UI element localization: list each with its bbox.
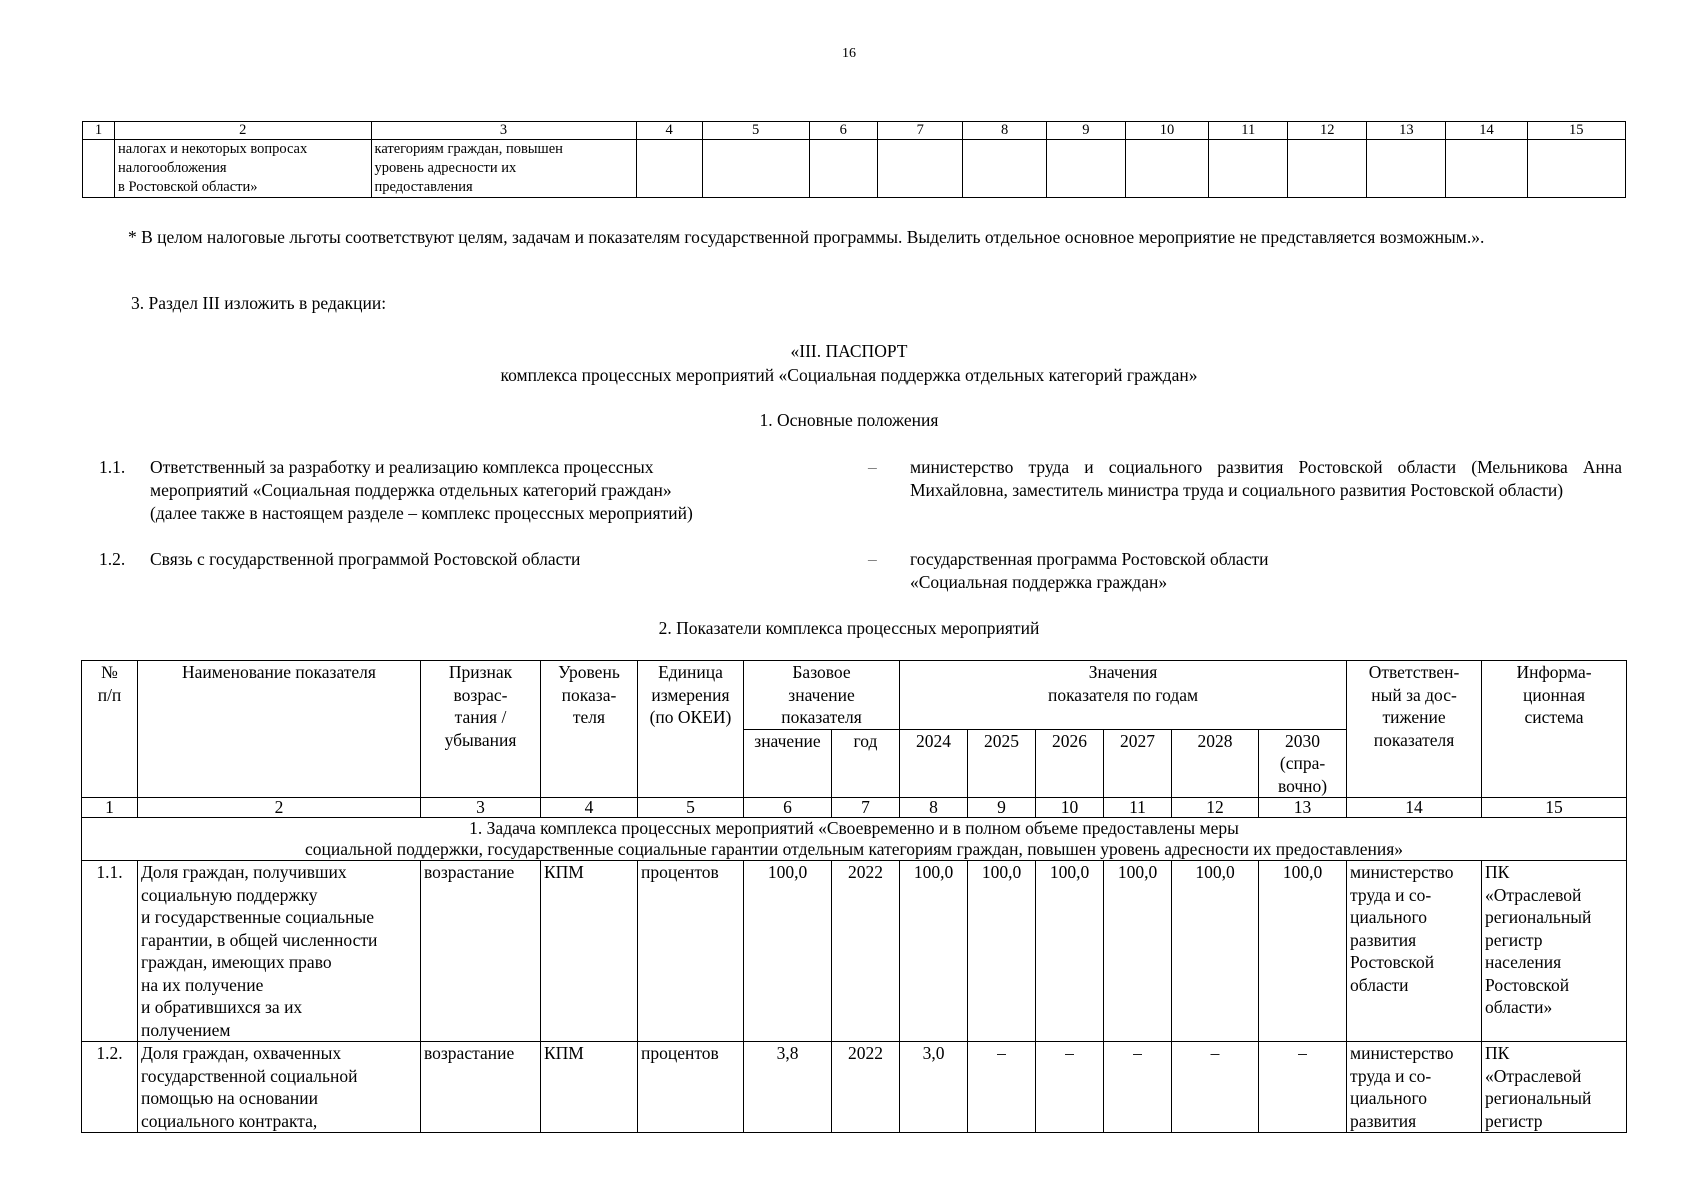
cell-line: и государственные социальные [141, 907, 375, 927]
cell-line: ПК [1485, 1043, 1510, 1063]
table-cell [115, 140, 371, 198]
column-number: 6 [744, 798, 832, 818]
column-number: 9 [1046, 122, 1125, 140]
cell-line: регистр [1485, 929, 1543, 950]
column-number: 1 [83, 122, 115, 140]
info-system [1482, 1042, 1627, 1133]
cell-line: социальную поддержку [141, 884, 318, 905]
unit: процентов [638, 861, 744, 1042]
cell-line: циального [1350, 1088, 1428, 1108]
header-trend: Признак возрас- тания / убывания [421, 661, 541, 798]
cell-line: развития [1350, 1110, 1417, 1131]
year-value: – [1172, 1042, 1259, 1133]
column-number: 5 [702, 122, 809, 140]
column-number: 10 [1125, 122, 1208, 140]
table-cell [83, 140, 115, 198]
column-number: 3 [421, 798, 541, 818]
label-line: Ответственный за разработку и реализацию комплекса процессных [150, 457, 654, 477]
column-number-row [82, 798, 1627, 818]
page-number: 16 [842, 46, 856, 61]
header-base-value: значение [744, 729, 832, 798]
column-number: 7 [877, 122, 962, 140]
header-year: 2028 [1172, 729, 1259, 798]
cell-line: помощью на основании [141, 1088, 318, 1108]
column-number: 3 [371, 122, 636, 140]
column-number: 11 [1104, 798, 1172, 818]
unit: процентов [638, 1042, 744, 1133]
base-value: 3,8 [744, 1042, 832, 1133]
passport-title: «III. ПАСПОРТ [790, 341, 908, 361]
trend: возрастание [421, 1042, 541, 1133]
info-system [1482, 861, 1627, 1042]
year-value: 100,0 [1259, 861, 1347, 1042]
cell-line: социального контракта, [141, 1110, 318, 1131]
column-number: 15 [1527, 122, 1625, 140]
header-name: Наименование показателя [138, 661, 421, 798]
base-year: 2022 [832, 861, 900, 1042]
table-header-row [82, 661, 1627, 730]
cell-line: предоставления [374, 179, 473, 195]
column-number: 15 [1482, 798, 1627, 818]
cell-line: государственной социальной [141, 1065, 358, 1086]
header-info-system: Информа- ционная система [1482, 661, 1627, 798]
header-responsible: Ответствен- ный за дос- тижение показателя [1347, 661, 1482, 798]
column-number: 4 [636, 122, 702, 140]
cell-line: и обратившихся за их [141, 997, 303, 1017]
level: КПМ [541, 1042, 638, 1133]
cell-line: труда и со- [1350, 884, 1432, 905]
cell-line: уровень адресности их [374, 160, 517, 176]
column-number: 7 [832, 798, 900, 818]
cell-line: министерство [1350, 862, 1454, 882]
table-row [83, 140, 1626, 198]
header-unit: Единица измерения (по ОКЕИ) [638, 661, 744, 798]
item-number: 1.2. [99, 549, 126, 569]
cell-line: циального [1350, 907, 1428, 927]
task-title: 1. Задача комплекса процессных мероприятий «Своевременно и в полном объеме предоставлены меры социальной поддержки, государственные социальные гарантии отдельным категориям граждан, повышен уровень адресности их предоставления» [82, 818, 1627, 861]
column-number: 12 [1172, 798, 1259, 818]
section2-title: 2. Показатели комплекса процессных мероприятий [658, 618, 1040, 638]
header-base-year: год [832, 729, 900, 798]
base-year: 2022 [832, 1042, 900, 1133]
year-value: 3,0 [900, 1042, 968, 1133]
year-value: 100,0 [1104, 861, 1172, 1042]
item-value [910, 548, 1622, 594]
year-value: – [1259, 1042, 1347, 1133]
table-cell [371, 140, 636, 198]
row-number: 1.1. [82, 861, 138, 1042]
header-year-ref: 2030 (спра- вочно) [1259, 729, 1347, 798]
column-number: 2 [115, 122, 371, 140]
item-dash: – [868, 549, 877, 569]
item-number: 1.1. [99, 457, 126, 477]
cell-line: граждан, имеющих право [141, 952, 332, 972]
header-year: 2025 [968, 729, 1036, 798]
row-number: 1.2. [82, 1042, 138, 1133]
year-value: – [968, 1042, 1036, 1133]
cell-line: Доля граждан, охваченных [141, 1043, 342, 1063]
year-value: 100,0 [968, 861, 1036, 1042]
cell-line: налогообложения [118, 160, 227, 176]
responsible [1347, 1042, 1482, 1133]
section-instruction: 3. Раздел III изложить в редакции: [131, 293, 387, 313]
header-year: 2026 [1036, 729, 1104, 798]
cell-line: «Отраслевой [1485, 884, 1582, 905]
column-number: 8 [963, 122, 1046, 140]
indicator-name [138, 1042, 421, 1133]
column-number: 4 [541, 798, 638, 818]
cell-line: получением [141, 1019, 231, 1040]
task-row [82, 818, 1627, 861]
value-line: «Социальная поддержка граждан» [910, 572, 1168, 592]
cell-line: Ростовской [1350, 952, 1435, 972]
table-row [82, 1042, 1627, 1133]
header-year: 2027 [1104, 729, 1172, 798]
cell-line: области [1350, 974, 1409, 995]
base-value: 100,0 [744, 861, 832, 1042]
cell-line: министерство [1350, 1043, 1454, 1063]
year-value: 100,0 [1172, 861, 1259, 1042]
year-value: 100,0 [1036, 861, 1104, 1042]
cell-line: региональный [1485, 907, 1592, 927]
column-number: 5 [638, 798, 744, 818]
item-label [150, 456, 790, 525]
column-number: 13 [1259, 798, 1347, 818]
header-base: Базовое значение показателя [744, 661, 900, 730]
cell-line: труда и со- [1350, 1065, 1432, 1086]
header-level: Уровень показа- теля [541, 661, 638, 798]
responsible [1347, 861, 1482, 1042]
cell-line: развития [1350, 929, 1417, 950]
header-num: № п/п [82, 661, 138, 798]
column-number: 13 [1367, 122, 1446, 140]
value-line: государственная программа Ростовской области [910, 549, 1269, 569]
cell-line: ПК [1485, 862, 1510, 882]
footnote [82, 225, 1626, 249]
column-number: 6 [809, 122, 877, 140]
column-number: 11 [1209, 122, 1288, 140]
year-value: – [1036, 1042, 1104, 1133]
item-label [150, 548, 790, 571]
cell-line: региональный [1485, 1088, 1592, 1108]
item-dash: – [868, 457, 877, 477]
cell-line: в Ростовской области» [118, 179, 258, 195]
cell-line: населения [1485, 952, 1562, 972]
year-value: 100,0 [900, 861, 968, 1042]
cell-line: регистр [1485, 1110, 1543, 1131]
cell-line: области» [1485, 997, 1553, 1017]
footnote-text: * В целом налоговые льготы соответствуют целям, задачам и показателям государственной программы. Выделить отдельное основное мероприятие не представляется возможным.». [128, 227, 1485, 247]
continuation-table [82, 121, 1626, 198]
cell-line: Доля граждан, получивших [141, 862, 347, 882]
column-number: 8 [900, 798, 968, 818]
label-line: Связь с государственной программой Ростовской области [150, 549, 581, 569]
label-line: (далее также в настоящем разделе – комплекс процессных мероприятий) [150, 503, 693, 523]
table-header-row [83, 122, 1626, 140]
header-values: Значения показателя по годам [900, 661, 1347, 730]
section1-title: 1. Основные положения [759, 410, 939, 430]
level: КПМ [541, 861, 638, 1042]
cell-line: категориям граждан, повышен [374, 141, 563, 157]
header-year: 2024 [900, 729, 968, 798]
column-number: 14 [1347, 798, 1482, 818]
label-line: мероприятий «Социальная поддержка отдельных категорий граждан» [150, 480, 672, 500]
cell-line: «Отраслевой [1485, 1065, 1582, 1086]
passport-subtitle: комплекса процессных мероприятий «Социальная поддержка отдельных категорий граждан» [500, 365, 1198, 385]
column-number: 9 [968, 798, 1036, 818]
cell-line: налогах и некоторых вопросах [118, 141, 308, 157]
column-number: 12 [1288, 122, 1367, 140]
column-number: 10 [1036, 798, 1104, 818]
column-number: 2 [138, 798, 421, 818]
column-number: 14 [1446, 122, 1527, 140]
indicators-table [81, 660, 1627, 1133]
trend: возрастание [421, 861, 541, 1042]
column-number: 1 [82, 798, 138, 818]
item-value: министерство труда и социального развития Ростовской области (Мельникова Анна Михайловна, заместитель министра труда и социального развития Ростовской области) [910, 457, 1622, 500]
cell-line: на их получение [141, 974, 264, 995]
indicator-name [138, 861, 421, 1042]
year-value: – [1104, 1042, 1172, 1133]
table-row [82, 861, 1627, 1042]
cell-line: гарантии, в общей численности [141, 929, 378, 950]
cell-line: Ростовской [1485, 974, 1570, 995]
